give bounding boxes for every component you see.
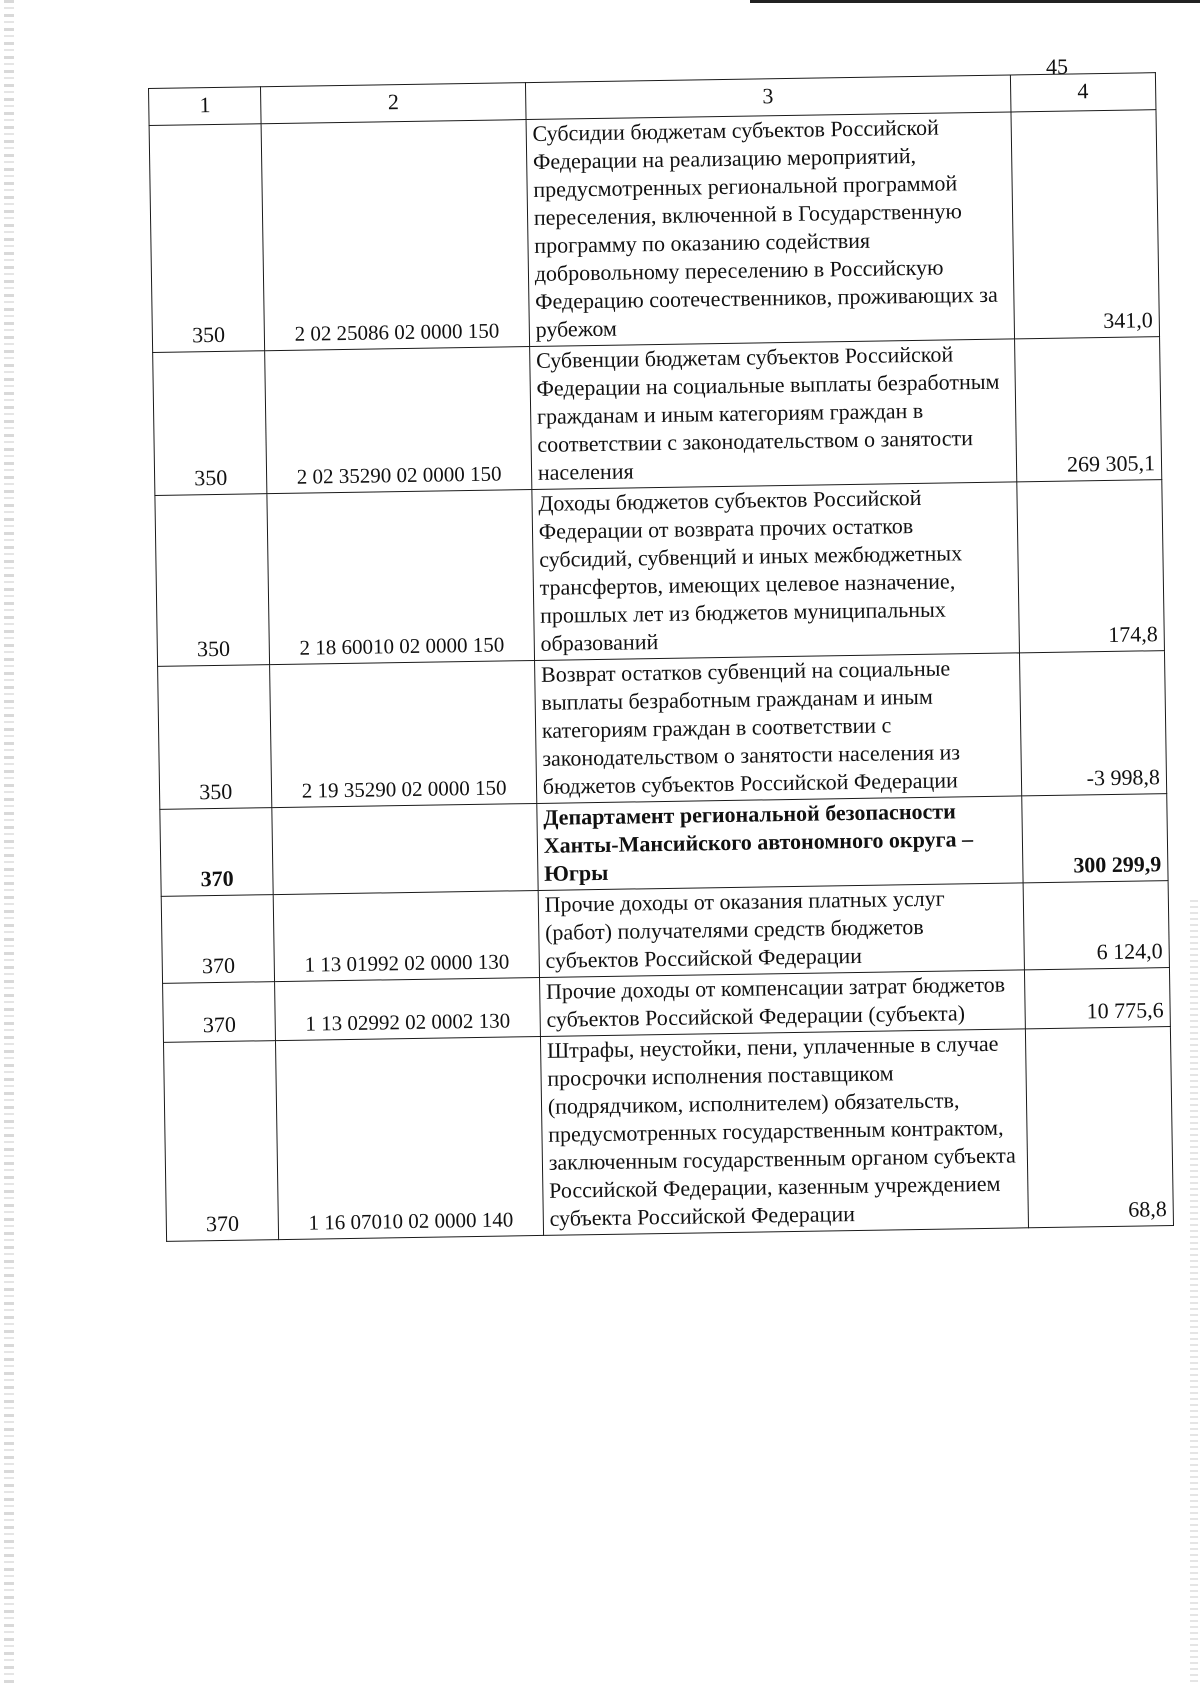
table-row [163,1027,1173,1242]
cell-description: Субвенции бюджетам субъектов Российской Федерации на социальные выплаты безработным гражданам и иным категориям граждан в соответствии с законодательством о занятости населения [529,339,1016,490]
scan-edge-left [4,0,14,1686]
cell-budget-code: 1 13 02992 02 0002 130 [275,977,540,1040]
document-page [148,72,1174,1242]
cell-admin-code: 370 [163,982,276,1043]
cell-admin-code: 350 [158,665,273,810]
cell-budget-code: 2 19 35290 02 0000 150 [270,661,537,808]
cell-description: Возврат остатков субвенций на социальные выплаты безработным гражданам и иным категориям граждан в соответствии с законодательством о занятости населения из бюджетов субъектов Российской Федерации [534,653,1021,804]
header-col-3: 3 [525,75,1010,120]
cell-amount: 174,8 [1016,480,1164,653]
page-number: 45 [1046,54,1068,79]
table-row [153,337,1162,496]
cell-amount: 68,8 [1025,1027,1174,1228]
header-col-2: 2 [261,83,526,124]
table-row [161,881,1169,984]
cell-admin-code: 350 [153,351,268,496]
table-row [160,794,1168,897]
cell-description: Прочие доходы от компенсации затрат бюджетов субъектов Российской Федерации (субъекта) [539,970,1025,1037]
cell-admin-code: 370 [161,895,275,984]
cell-description: Штрафы, неустойки, пени, уплаченные в случае просрочки исполнения поставщиком (подрядчиком, исполнителем) обязательств, предусмотренных государственным контрактом, заключенным государственным органом субъекта Российской Федерации, казенным учреждением субъекта Российской Федерации [540,1029,1028,1236]
budget-table-body [149,73,1174,1242]
cell-budget-code [272,803,538,894]
cell-description: Доходы бюджетов субъектов Российской Федерации от возврата прочих остатков субсидий, субвенций и иных межбюджетных трансфертов, имеющих целевое назначение, прошлых лет из бюджетов муниципальных образований [532,482,1019,661]
cell-amount: 6 124,0 [1023,881,1170,970]
cell-amount: 10 775,6 [1024,968,1170,1029]
cell-description: Прочие доходы от оказания платных услуг (работ) получателями средств бюджетов субъектов Российской Федерации [538,883,1024,978]
cell-admin-code: 370 [160,808,274,897]
cell-admin-code: 350 [149,124,265,353]
cell-budget-code: 1 13 01992 02 0000 130 [274,890,540,981]
header-col-4: 4 [1010,73,1156,112]
cell-amount: -3 998,8 [1019,651,1167,796]
cell-description: Субсидии бюджетам субъектов Российской Федерации на реализацию мероприятий, предусмотренных региональной программой переселения, включенной в Государственную программу по оказанию содействия добровольному переселению в Российскую Федерацию соотечественников, проживающих за рубежом [526,112,1014,347]
cell-admin-code: 350 [155,494,270,667]
table-row [158,651,1167,810]
scan-border-top [750,0,1200,3]
cell-budget-code: 1 16 07010 02 0000 140 [276,1036,543,1239]
scan-edge-right [1190,900,1198,1686]
cell-amount: 269 305,1 [1014,337,1162,482]
cell-description: Департамент региональной безопасности Ханты-Мансийского автономного округа – Югры [537,796,1023,891]
cell-amount: 341,0 [1011,110,1160,339]
cell-amount: 300 299,9 [1021,794,1168,883]
header-col-1: 1 [149,87,262,126]
table-row [149,110,1159,353]
cell-admin-code: 370 [163,1041,278,1242]
cell-budget-code: 2 02 25086 02 0000 150 [261,120,529,351]
table-row [155,480,1165,667]
cell-budget-code: 2 18 60010 02 0000 150 [267,490,534,665]
budget-table [148,72,1174,1242]
cell-budget-code: 2 02 35290 02 0000 150 [265,347,532,494]
